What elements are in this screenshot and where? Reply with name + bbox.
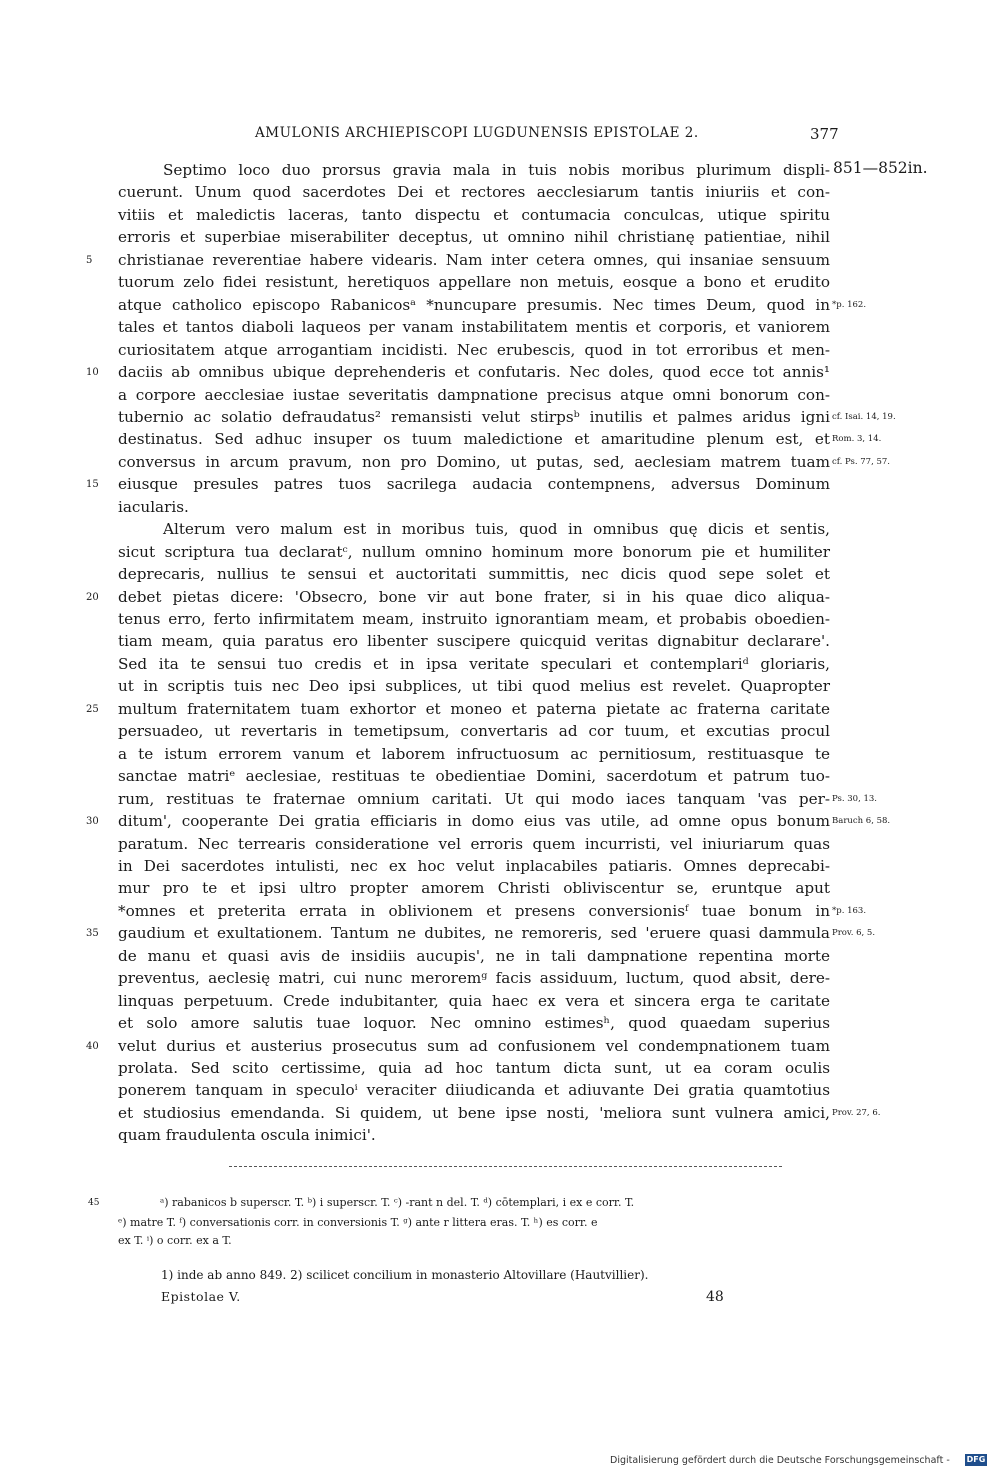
sheet-number: 48 xyxy=(706,1289,724,1305)
page-number: 377 xyxy=(810,125,839,143)
body-line: gaudium et exultationem. Tantum ne dubites, ne remoreris, sed 'eruere quasi dammula xyxy=(118,924,830,943)
line-number: 5 xyxy=(86,254,93,266)
funding-note: Digitalisierung gefördert durch die Deutsche Forschungsgemeinschaft - xyxy=(610,1455,950,1466)
margin-reference: Rom. 3, 14. xyxy=(832,434,882,445)
apparatus-line-number: 45 xyxy=(88,1198,100,1208)
line-number: 35 xyxy=(86,928,99,940)
body-line: deprecaris, nullius te sensui et auctoritati summittis, nec dicis quod sepe solet et xyxy=(118,565,830,584)
body-line: daciis ab omnibus ubique deprehenderis et confutaris. Nec doles, quod ecce tot annis¹ xyxy=(118,363,830,382)
body-line: quam fraudulenta oscula inimici'. xyxy=(118,1126,376,1145)
body-line: a te istum errorem vanum et laborem infructuosum ac pernitiosum, restituasque te xyxy=(118,744,830,763)
body-line: tenus erro, ferto infirmitatem meam, instruito ignorantiam meam, et probabis oboedien- xyxy=(118,610,830,628)
margin-reference: Prov. 27, 6. xyxy=(832,1107,881,1118)
margin-reference: cf. Isai. 14, 19. xyxy=(832,411,896,422)
running-title: AMULONIS ARCHIEPISCOPI LUGDUNENSIS EPISTOLAE 2. xyxy=(255,125,699,141)
body-line: paratum. Nec terrearis consideratione vel erroris quem incurristi, vel iniuriarum quas xyxy=(118,834,830,853)
dfg-logo-icon: DFG xyxy=(966,1455,986,1464)
footnotes-line: 1) inde ab anno 849. 2) scilicet concilium in monasterio Altovillare (Hautvillier). xyxy=(161,1268,649,1282)
body-line: tiam meam, quia paratus ero libenter suscipere quicquid veritas dignabitur declarare'. xyxy=(118,632,830,651)
body-line: et solo amore salutis tuae loquor. Nec omnino estimesʰ, quod quaedam superius xyxy=(118,1014,830,1033)
line-number: 30 xyxy=(86,816,99,828)
body-line: multum fraternitatem tuam exhortor et moneo et paterna pietate ac fraterna caritate xyxy=(118,699,830,718)
body-line: tales et tantos diaboli laqueos per vanam instabilitatem mentis et corporis, et vaniorem xyxy=(118,318,830,337)
apparatus-line-3: ex T. ⁱ) o corr. ex a T. xyxy=(118,1234,232,1247)
body-line: tuorum zelo fidei resistunt, heretiquos appellare non metuis, eosque a bono et erudito xyxy=(118,273,830,292)
line-number: 40 xyxy=(86,1040,99,1052)
body-line: erroris et superbiae miserabiliter deceptus, ut omnino nihil christianę patientiae, nihil xyxy=(118,228,830,247)
margin-reference: Prov. 6, 5. xyxy=(832,928,876,939)
date-range: 851—852in. xyxy=(833,159,928,177)
margin-reference: cf. Ps. 77, 57. xyxy=(832,456,891,467)
apparatus-line-2: ᵉ) matre T. ᶠ) conversationis corr. in conversionis T. ᵍ) ante r littera eras. T. ʰ) es corr. e xyxy=(118,1216,598,1229)
margin-reference: *p. 163. xyxy=(832,905,867,916)
body-line: christianae reverentiae habere videaris. Nam inter cetera omnes, qui insaniae sensuum xyxy=(118,250,830,269)
body-line: cuerunt. Unum quod sacerdotes Dei et rectores aecclesiarum tantis iniuriis et con- xyxy=(118,183,830,202)
body-line: de manu et quasi avis de insidiis aucupis', ne in tali dampnatione repentina morte xyxy=(118,946,830,965)
footnote-divider xyxy=(229,1166,782,1167)
body-line: a corpore aecclesiae iustae severitatis dampnatione precisus atque omni bonorum con- xyxy=(118,385,830,404)
body-line: Septimo loco duo prorsus gravia mala in tuis nobis moribus plurimum displi- xyxy=(163,161,830,179)
body-line: ut in scriptis tuis nec Deo ipsi subplices, ut tibi quod melius est revelet. Quapropter xyxy=(118,677,830,696)
body-line: sanctae matriᵉ aeclesiae, restituas te obedientiae Domini, sacerdotum et patrum tuo- xyxy=(118,767,830,786)
body-line: curiositatem atque arrogantiam incidisti. Nec erubescis, quod in tot erroribus et men- xyxy=(118,340,830,359)
body-line: Sed ita te sensui tuo credis et in ipsa veritate speculari et contemplariᵈ gloriaris, xyxy=(118,654,830,673)
line-number: 25 xyxy=(86,703,99,715)
body-line: iacularis. xyxy=(118,497,189,516)
body-line: mur pro te et ipsi ultro propter amorem Christi obliviscentur se, eruntque aput xyxy=(118,879,830,898)
body-line: conversus in arcum pravum, non pro Domino, ut putas, sed, aeclesiam matrem tuam xyxy=(118,452,830,471)
body-line: et studiosius emendanda. Si quidem, ut bene ipse nosti, 'meliora sunt vulnera amici, xyxy=(118,1103,830,1122)
body-line: Alterum vero malum est in moribus tuis, quod in omnibus quę dicis et sentis, xyxy=(163,520,830,539)
body-line: preventus, aeclesię matri, cui nunc meroremᵍ facis assiduum, luctum, quod absit, dere- xyxy=(118,969,830,988)
line-number: 15 xyxy=(86,479,99,491)
body-line: ponerem tanquam in speculoⁱ veraciter diiudicanda et adiuvante Dei gratia quamtotius xyxy=(118,1081,830,1100)
line-number: 10 xyxy=(86,367,99,379)
body-line: rum, restituas te fraternae omnium caritati. Ut qui modo iaces tanquam 'vas per- xyxy=(118,789,830,808)
body-line: tubernio ac solatio defraudatus² remansisti velut stirpsᵇ inutilis et palmes aridus igni xyxy=(118,407,830,426)
body-line: atque catholico episcopo Rabanicosᵃ *nuncupare presumis. Nec times Deum, quod in xyxy=(118,295,830,314)
line-number: 20 xyxy=(86,591,99,603)
body-line: linquas perpetuum. Crede indubitanter, quia haec ex vera et sincera erga te caritate xyxy=(118,991,830,1010)
body-line: persuadeo, ut revertaris in temetipsum, convertaris ad cor tuum, et excutias procul xyxy=(118,722,830,741)
margin-reference: Ps. 30, 13. xyxy=(832,793,877,804)
signature-label: Epistolae V. xyxy=(161,1289,241,1304)
body-line: debet pietas dicere: 'Obsecro, bone vir aut bone frater, si in his quae dico aliqua- xyxy=(118,587,830,606)
body-line: velut durius et austerius prosecutus sum ad confusionem vel condempnationem tuam xyxy=(118,1036,830,1055)
body-line: prolata. Sed scito certissime, quia ad hoc tantum dicta sunt, ut ea coram oculis xyxy=(118,1059,830,1077)
body-line: destinatus. Sed adhuc insuper os tuum maledictione et amaritudine plenum est, et xyxy=(118,430,830,449)
body-line: vitiis et maledictis laceras, tanto dispectu et contumacia conculcas, utique spiritu xyxy=(118,205,830,224)
margin-reference: *p. 162. xyxy=(832,299,867,310)
body-line: ditum', cooperante Dei gratia efficiaris in domo eius vas utile, ad omne opus bonum xyxy=(118,812,830,831)
apparatus-line-1: ᵃ) rabanicos b superscr. T. ᵇ) i superscr. T. ᶜ) -rant n del. T. ᵈ) cōtemplari, i ex e corr. T. xyxy=(160,1196,635,1209)
body-line: in Dei sacerdotes intulisti, nec ex hoc velut inplacabiles patiaris. Omnes deprecabi- xyxy=(118,856,830,875)
margin-reference: Baruch 6, 58. xyxy=(832,816,891,827)
body-line: eiusque presules patres tuos sacrilega audacia contempnens, adversus Dominum xyxy=(118,475,830,494)
body-line: *omnes et preterita errata in oblivionem et presens conversionisᶠ tuae bonum in xyxy=(118,901,830,920)
body-line: sicut scriptura tua declaratᶜ, nullum omnino hominum more bonorum pie et humiliter xyxy=(118,542,830,561)
